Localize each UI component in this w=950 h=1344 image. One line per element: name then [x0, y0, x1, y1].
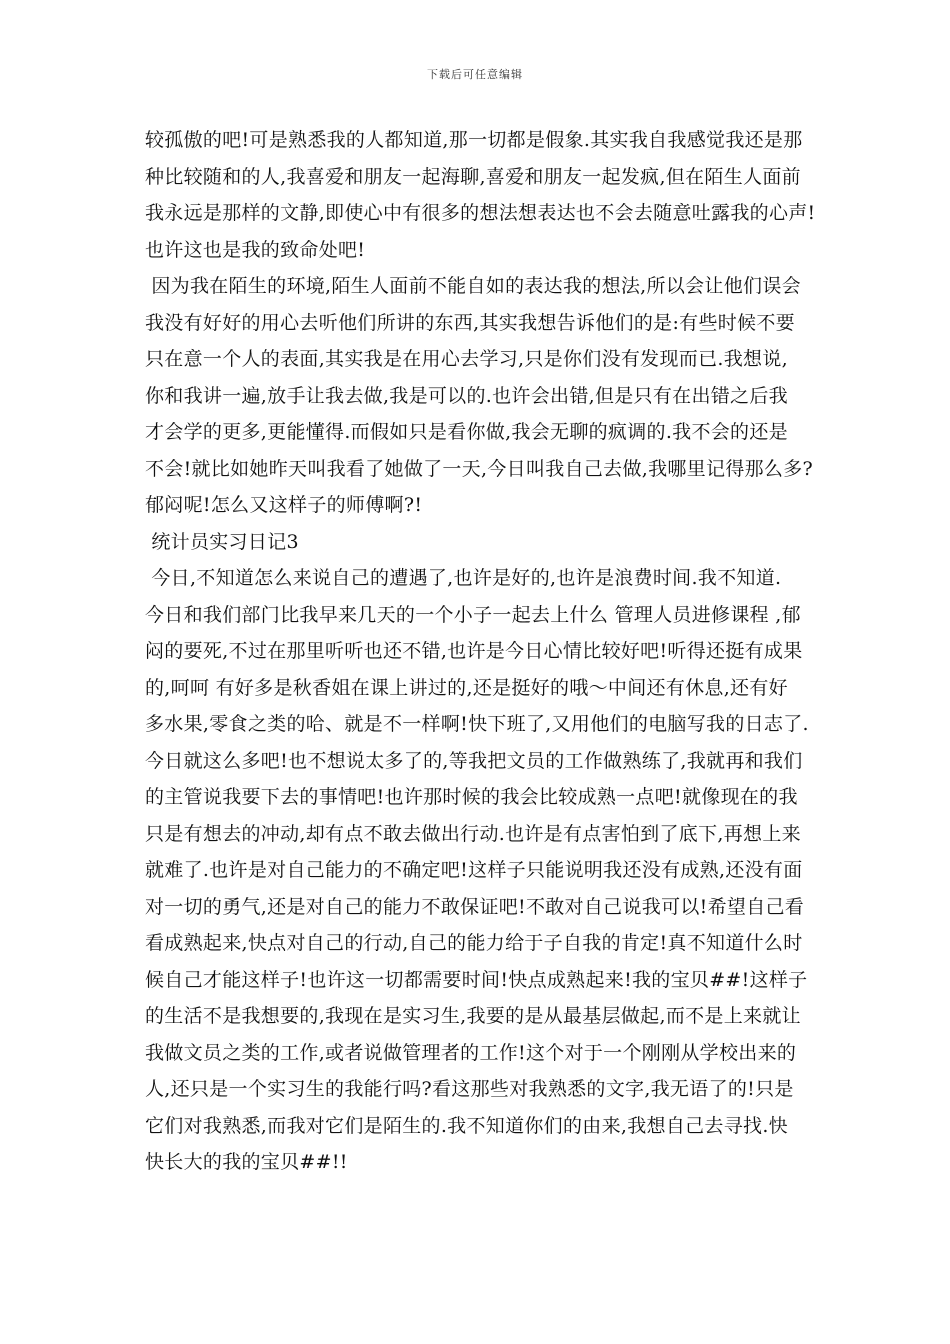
text-line: 人,还只是一个实习生的我能行吗?看这那些对我熟悉的文字,我无语了的!只是 — [145, 1078, 794, 1100]
text-line: 郁闷呢!怎么又这样子的师傅啊?! — [145, 494, 423, 516]
text-line: 你和我讲一遍,放手让我去做,我是可以的.也许会出错,但是只有在出错之后我 — [145, 384, 788, 407]
text-line: 种比较随和的人,我喜爱和朋友一起海聊,喜爱和朋友一起发疯,但在陌生人面前 — [145, 165, 801, 188]
text-line: 候自己才能这样子!也许这一切都需要时间!快点成熟起来!我的宝贝##!这样子 — [145, 968, 808, 991]
text-line: 我做文员之类的工作,或者说做管理者的工作!这个对于一个刚刚从学校出来的 — [145, 1041, 797, 1064]
text-line: 我没有好好的用心去听他们所讲的东西,其实我想告诉他们的是:有些时候不要 — [145, 311, 795, 334]
section-heading: 统计员实习日记3 — [145, 530, 299, 553]
page-header: 下载后可任意编辑 — [427, 68, 523, 81]
text-line: 只是有想去的冲动,却有点不敢去做出行动.也许是有点害怕到了底下,再想上来 — [145, 822, 801, 845]
text-line: 看成熟起来,快点对自己的行动,自己的能力给于子自我的肯定!真不知道什么时 — [145, 932, 803, 954]
text-line: 才会学的更多,更能懂得.而假如只是看你做,我会无聊的疯调的.我不会的还是 — [145, 421, 788, 443]
text-line: 的生活不是我想要的,我现在是实习生,我要的是从最基层做起,而不是上来就让 — [145, 1005, 801, 1027]
text-line: 它们对我熟悉,而我对它们是陌生的.我不知道你们的由来,我想自己去寻找.快 — [145, 1114, 788, 1137]
text-line: 今日就这么多吧!也不想说太多了的,等我把文员的工作做熟练了,我就再和我们 — [145, 749, 803, 772]
text-line: 较孤傲的吧!可是熟悉我的人都知道,那一切都是假象.其实我自我感觉我还是那 — [145, 129, 803, 151]
text-line: 只在意一个人的表面,其实我是在用心去学习,只是你们没有发现而已.我想说, — [145, 348, 788, 370]
text-line: 多水果,零食之类的哈、就是不一样啊!快下班了,又用他们的电脑写我的日志了. — [145, 713, 809, 735]
text-line: 就难了.也许是对自己能力的不确定吧!这样子只能说明我还没有成熟,还没有面 — [145, 859, 803, 881]
text-line: 今日和我们部门比我早来几天的一个小子一起去上什么 管理人员进修课程 ,郁 — [145, 603, 801, 626]
text-line: 闷的要死,不过在那里听听也还不错,也许是今日心情比较好吧!听得还挺有成果 — [145, 640, 803, 662]
text-line: 我永远是那样的文静,即使心中有很多的想法想表达也不会去随意吐露我的心声! — [145, 202, 816, 224]
document-body — [145, 122, 825, 1181]
text-line: 今日,不知道怎么来说自己的遭遇了,也许是好的,也许是浪费时间.我不知道. — [145, 567, 782, 589]
text-line: 也许这也是我的致命处吧! — [145, 238, 366, 261]
text-line: 对一切的勇气,还是对自己的能力不敢保证吧!不敢对自己说我可以!希望自己看 — [145, 895, 805, 918]
text-line: 快长大的我的宝贝##!! — [145, 1151, 348, 1173]
text-line: 因为我在陌生的环境,陌生人面前不能自如的表达我的想法,所以会让他们误会 — [145, 275, 801, 297]
text-line: 不会!就比如她昨天叫我看了她做了一天,今日叫我自己去做,我哪里记得那么多? — [145, 457, 814, 480]
text-line: 的,呵呵 有好多是秋香姐在课上讲过的,还是挺好的哦～中间还有休息,还有好 — [145, 676, 788, 699]
text-line: 的主管说我要下去的事情吧!也许那时候的我会比较成熟一点吧!就像现在的我 — [145, 786, 798, 808]
